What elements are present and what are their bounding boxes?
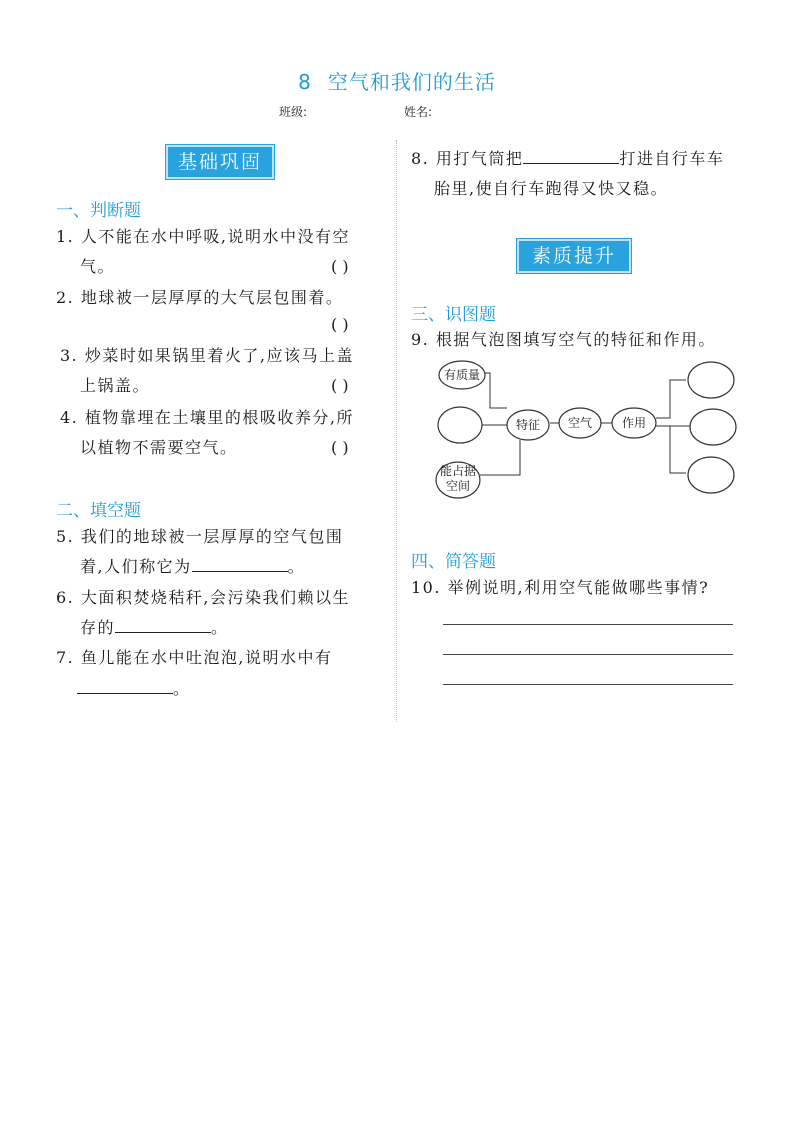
q6-line2-text: 存的 xyxy=(80,618,116,637)
q8-blank[interactable] xyxy=(523,145,619,164)
q7-line2 xyxy=(77,674,191,704)
improve-banner: 素质提升 xyxy=(517,239,631,273)
q3-answer-paren[interactable]: ( ) xyxy=(331,376,349,395)
q4-line2: 以植物不需要空气。 xyxy=(80,438,238,457)
q6-line2 xyxy=(80,613,229,643)
q4-line1: 4. 植物靠埋在土壤里的根吸收养分,所 xyxy=(60,408,354,427)
bubble-diagram xyxy=(420,355,750,505)
q2-answer-paren[interactable]: ( ) xyxy=(331,315,349,334)
answer-line-1[interactable] xyxy=(443,624,733,625)
q4-answer-paren[interactable]: ( ) xyxy=(331,438,349,457)
q2-line1: 2. 地球被一层厚厚的大气层包围着。 xyxy=(56,288,344,307)
bubble-function-blank-2 xyxy=(690,409,736,445)
bubble-function-blank-3 xyxy=(688,457,734,493)
connector-function-top xyxy=(656,380,686,418)
answer-line-2[interactable] xyxy=(443,654,733,655)
q8-line1-end: 打进自行车车 xyxy=(619,149,725,168)
diagram-section-title: 三、识图题 xyxy=(411,305,496,325)
q5-line1: 5. 我们的地球被一层厚厚的空气包围 xyxy=(56,527,344,546)
label-air: 空气 xyxy=(567,416,593,430)
short-answer-section-title: 四、简答题 xyxy=(411,552,496,572)
q7-blank[interactable] xyxy=(77,675,173,694)
q6-line2-end: 。 xyxy=(211,618,229,637)
connector-function-bottom xyxy=(670,426,686,473)
page-title xyxy=(0,66,794,95)
answer-line-3[interactable] xyxy=(443,684,733,685)
q6-line1: 6. 大面积焚烧秸秆,会污染我们赖以生 xyxy=(56,588,350,607)
q6-blank[interactable] xyxy=(115,614,211,633)
q8-line1 xyxy=(411,144,724,174)
q1-line1: 1. 人不能在水中呼吸,说明水中没有空 xyxy=(56,227,350,246)
q5-line2-end: 。 xyxy=(287,557,306,576)
q7-line1: 7. 鱼儿能在水中吐泡泡,说明水中有 xyxy=(56,648,333,667)
basic-banner: 基础巩固 xyxy=(166,145,274,179)
q3-line2: 上锅盖。 xyxy=(80,376,151,395)
q8-line1-text: 8. 用打气筒把 xyxy=(411,149,524,168)
lesson-number: 8 xyxy=(298,70,312,94)
label-occupies-space-2: 空间 xyxy=(445,479,471,493)
q5-blank[interactable] xyxy=(192,553,288,572)
judge-section-title: 一、判断题 xyxy=(56,201,141,221)
label-occupies-space-1: 能占据 xyxy=(439,464,477,478)
label-feature: 特征 xyxy=(515,418,541,432)
q10-line1: 10. 举例说明,利用空气能做哪些事情? xyxy=(411,578,710,597)
q9-line1: 9. 根据气泡图填写空气的特征和作用。 xyxy=(411,330,716,349)
q8-line2: 胎里,使自行车跑得又快又稳。 xyxy=(434,179,669,198)
column-divider xyxy=(396,140,397,722)
q5-line2 xyxy=(80,552,305,582)
q1-line2: 气。 xyxy=(80,257,116,276)
q5-line2-text: 着,人们称它为 xyxy=(80,557,192,576)
lesson-title: 空气和我们的生活 xyxy=(327,70,496,94)
q7-line2-end: 。 xyxy=(173,679,191,698)
bubble-feature-blank xyxy=(438,407,482,443)
connector-occupies-space xyxy=(480,440,520,475)
bubble-function-blank-1 xyxy=(688,362,734,398)
name-label: 姓名: xyxy=(404,105,433,119)
label-has-mass: 有质量 xyxy=(443,368,481,382)
class-label: 班级: xyxy=(279,105,308,119)
q1-answer-paren[interactable]: ( ) xyxy=(331,257,349,276)
q3-line1: 3. 炒菜时如果锅里着火了,应该马上盖 xyxy=(60,346,354,365)
fill-section-title: 二、填空题 xyxy=(56,501,141,521)
label-function: 作用 xyxy=(621,416,647,430)
